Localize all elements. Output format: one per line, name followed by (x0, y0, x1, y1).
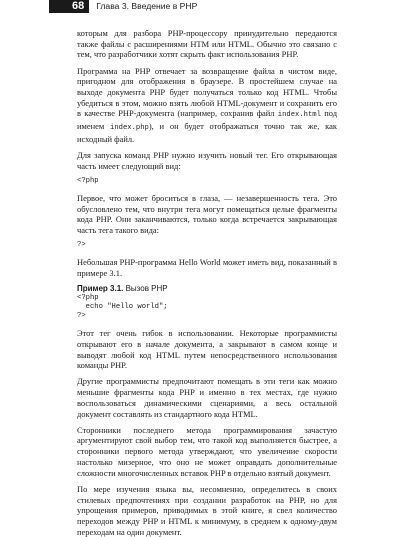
running-header (49, 0, 337, 13)
text-run: Программа на PHP отвечает за возвращение файла в чистом виде, пригодном для отображения в браузере. В простейшем случае на выходе документа PHP будет получаться только код HTML. Чтобы убедиться в этом, можно взять любой HTML-документ и сохранить его в качестве PHP-документа (например, сохранив файл (77, 65, 337, 119)
paragraph: Сторонники последнего метода программирования зачастую аргументируют свой выбор тем, что такой код выполняется быстрее, а сторонники первого метода утверждают, что увеличение скорости настолько мизерное, что оно не может оправдать дополнительные сложности многочисленных вставок PHP в отдельно взятый документ. (77, 424, 337, 478)
paragraph: которым для разбора PHP-процессору принудительно передаются также файлы с расширениями HTM или HTML. Обычно это связано с тем, что разработчики хотят скрыть факт использования PHP. (77, 28, 337, 60)
paragraph: Для запуска команд PHP нужно изучить новый тег. Его открывающая часть имеет следующий вид: (77, 150, 337, 171)
code-block: <?php echo "Hello world"; ?> (77, 294, 168, 321)
paragraph: Другие программисты предпочитают помещать в эти теги как можно меньшие фрагменты кода PHP и именно в тех местах, где нужно воспользоваться динамическими сценариями, а весь остальной документ составлять из стандартного кода HTML. (77, 376, 337, 419)
example-caption (77, 284, 337, 293)
example-label: Пример 3.1. (77, 284, 124, 294)
chapter-title: Глава 3. Введение в PHP (96, 1, 198, 11)
code-block: ?> (77, 241, 86, 250)
inline-code: index.html (277, 111, 321, 120)
code-block: <?php (77, 176, 99, 185)
inline-code: index.php (110, 124, 149, 133)
text-run: ), и он будет отображаться точно так же, как исходный файл. (77, 121, 337, 144)
page-body (77, 28, 337, 537)
paragraph: Этот тег очень гибок в использовании. Некоторые программисты открывают его в начале документа, а закрывают в самом конце и выводят любой код HTML путем непосредственного использования команды PHP. (77, 328, 337, 371)
paragraph: Небольшая PHP-программа Hello World может иметь вид, показанный в примере 3.1. (77, 257, 337, 278)
page-number: 68 (49, 0, 89, 13)
paragraph: По мере изучения языка вы, несомненно, определитесь в своих стилевых предпочтениях при создании разработок на PHP, но для упрощения примеров, приводимых в этой книге, я свел количество переходов между PHP и HTML к минимуму, в среднем к одному-двум переходам на один документ. (77, 483, 337, 537)
paragraph: Первое, что может броситься в глаза, — незавершенность тега. Это обусловлено тем, что внутри тега могут помещаться целые фрагменты кода PHP. Они заканчиваются, только когда встречается закрывающая часть тега такого вида: (77, 192, 337, 236)
text-run: под именем (77, 108, 337, 132)
example-caption-text: Вызов PHP (123, 284, 168, 294)
paragraph (77, 66, 337, 145)
